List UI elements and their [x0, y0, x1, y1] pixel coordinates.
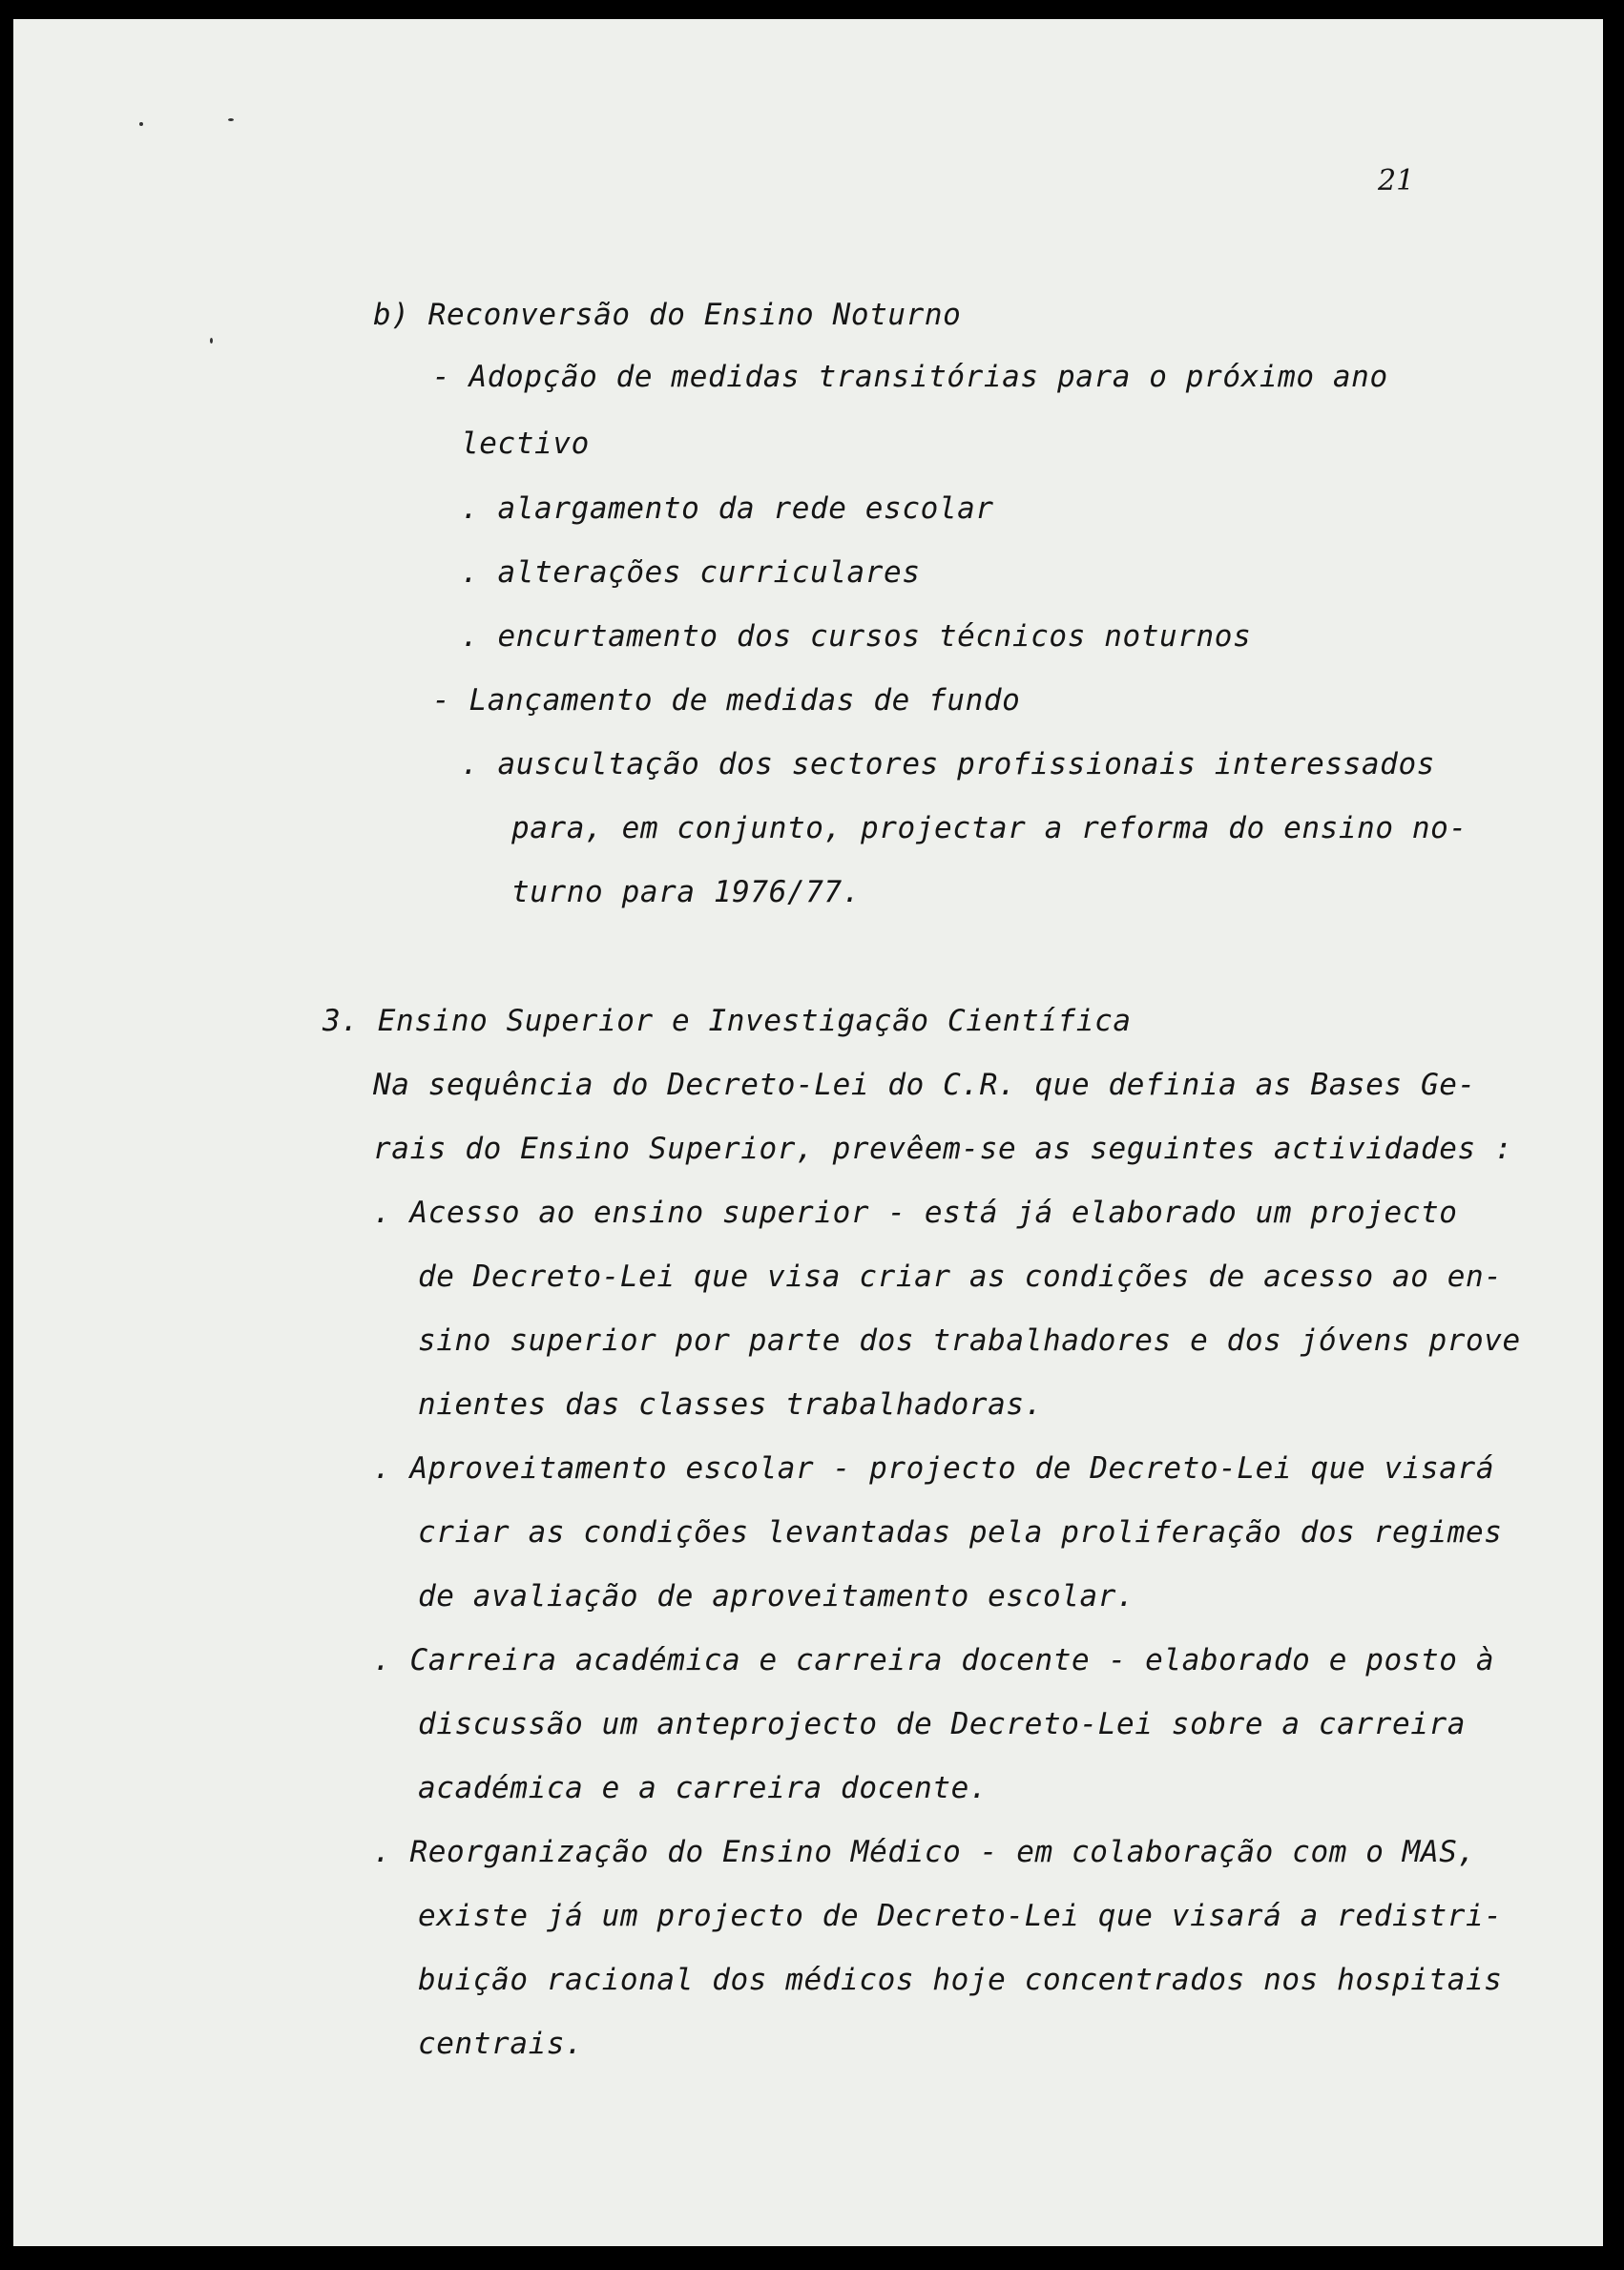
list-item: . alterações curriculares: [461, 555, 921, 590]
scan-speck: [210, 338, 213, 344]
text-line: de avaliação de aproveitamento escolar.: [418, 1579, 1135, 1614]
text-line: centrais.: [418, 2027, 584, 2061]
text-line: discussão um anteprojecto de Decreto-Lei sobre a carreira: [418, 1707, 1467, 1741]
text-line: existe já um projecto de Decreto-Lei que visará a redistri-: [418, 1899, 1503, 1933]
text-line: criar as condições levantadas pela proliferação dos regimes: [418, 1515, 1503, 1550]
text-line: para, em conjunto, projectar a reforma do ensino no-: [511, 811, 1468, 845]
list-item: - Lançamento de medidas de fundo: [432, 683, 1021, 718]
list-item: . encurtamento dos cursos técnicos noturnos: [461, 619, 1252, 654]
scan-speck: [139, 122, 143, 126]
section-heading: b) Reconversão do Ensino Noturno: [373, 298, 962, 332]
scan-speck: [228, 118, 234, 121]
list-item: . Reorganização do Ensino Médico - em colaboração com o MAS,: [373, 1835, 1476, 1869]
list-item: . Aproveitamento escolar - projecto de Decreto-Lei que visará: [373, 1451, 1495, 1486]
list-item: . alargamento da rede escolar: [461, 491, 994, 526]
page-number: 21: [1378, 164, 1415, 198]
text-line: buição racional dos médicos hoje concentrados nos hospitais: [418, 1963, 1503, 1997]
text-line: lectivo: [461, 427, 590, 461]
list-item: . auscultação dos sectores profissionais interessados: [461, 747, 1435, 781]
text-line: académica e a carreira docente.: [418, 1771, 989, 1805]
text-line: de Decreto-Lei que visa criar as condições de acesso ao en-: [418, 1260, 1503, 1294]
list-item: - Adopção de medidas transitórias para o próximo ano: [432, 360, 1388, 394]
text-line: sino superior por parte dos trabalhadores e dos jóvens prove: [418, 1323, 1521, 1358]
text-line: nientes das classes trabalhadoras.: [418, 1387, 1043, 1422]
document-page: [13, 19, 1603, 2246]
text-line: turno para 1976/77.: [511, 875, 862, 909]
section-heading: 3. Ensino Superior e Investigação Científica: [323, 1004, 1132, 1038]
text-line: rais do Ensino Superior, prevêem-se as seguintes actividades :: [373, 1132, 1513, 1166]
text-line: Na sequência do Decreto-Lei do C.R. que definia as Bases Ge-: [373, 1068, 1476, 1102]
list-item: . Acesso ao ensino superior - está já elaborado um projecto: [373, 1196, 1458, 1230]
list-item: . Carreira académica e carreira docente - elaborado e posto à: [373, 1643, 1495, 1677]
